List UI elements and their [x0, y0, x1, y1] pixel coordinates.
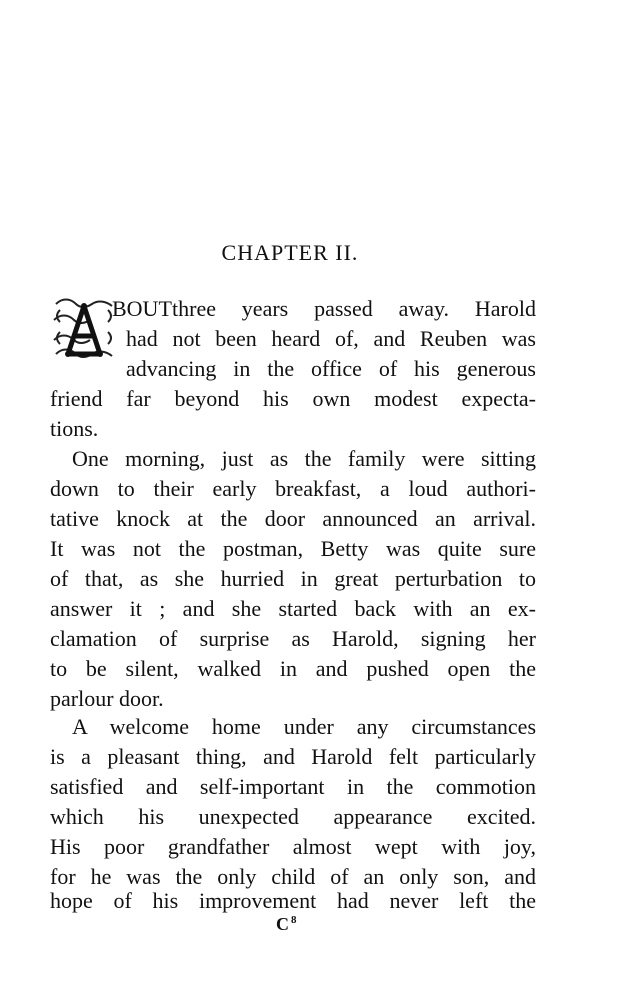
paragraph-line: advancing in the office of his generous [126, 356, 536, 381]
paragraph-line: tative knock at the door announced an arrival. [50, 506, 536, 531]
paragraph-line: friend far beyond his own modest expecta- [50, 386, 536, 411]
paragraph-line: parlour door. [50, 686, 164, 711]
paragraph-line: for he was the only child of an only son, and [50, 864, 536, 889]
signature-letter: C [276, 914, 289, 934]
paragraph-line: clamation of surprise as Harold, signing her [50, 626, 536, 651]
ornamental-drop-cap [48, 296, 120, 362]
paragraph-line: three years passed away. Harold [172, 296, 536, 321]
paragraph-line: hope of his improvement had never left the [50, 888, 536, 913]
paragraph-line: to be silent, walked in and pushed open the [50, 656, 536, 681]
signature-number: 8 [291, 914, 297, 926]
paragraph-line: had not been heard of, and Reuben was [126, 326, 536, 351]
paragraph-line: which his unexpected appearance excited. [50, 804, 536, 829]
paragraph-line: down to their early breakfast, a loud authori- [50, 476, 536, 501]
paragraph-line: It was not the postman, Betty was quite sure [50, 536, 536, 561]
paragraph-line: of that, as she hurried in great perturbation to [50, 566, 536, 591]
paragraph-line: is a pleasant thing, and Harold felt particularly [50, 744, 536, 769]
paragraph-line: answer it ; and she started back with an ex- [50, 596, 536, 621]
chapter-heading: CHAPTER II. [221, 240, 359, 265]
paragraph-line: A welcome home under any circumstances [72, 714, 536, 739]
signature-mark [276, 914, 297, 935]
paragraph-line: His poor grandfather almost wept with joy, [50, 834, 536, 859]
first-line-smallcaps: BOUT [112, 296, 172, 321]
paragraph-line: One morning, just as the family were sitting [72, 446, 536, 471]
paragraph-line: satisfied and self-important in the commotion [50, 774, 536, 799]
ornamental-initial-a-icon [48, 296, 120, 362]
paragraph-line: tions. [50, 416, 99, 441]
